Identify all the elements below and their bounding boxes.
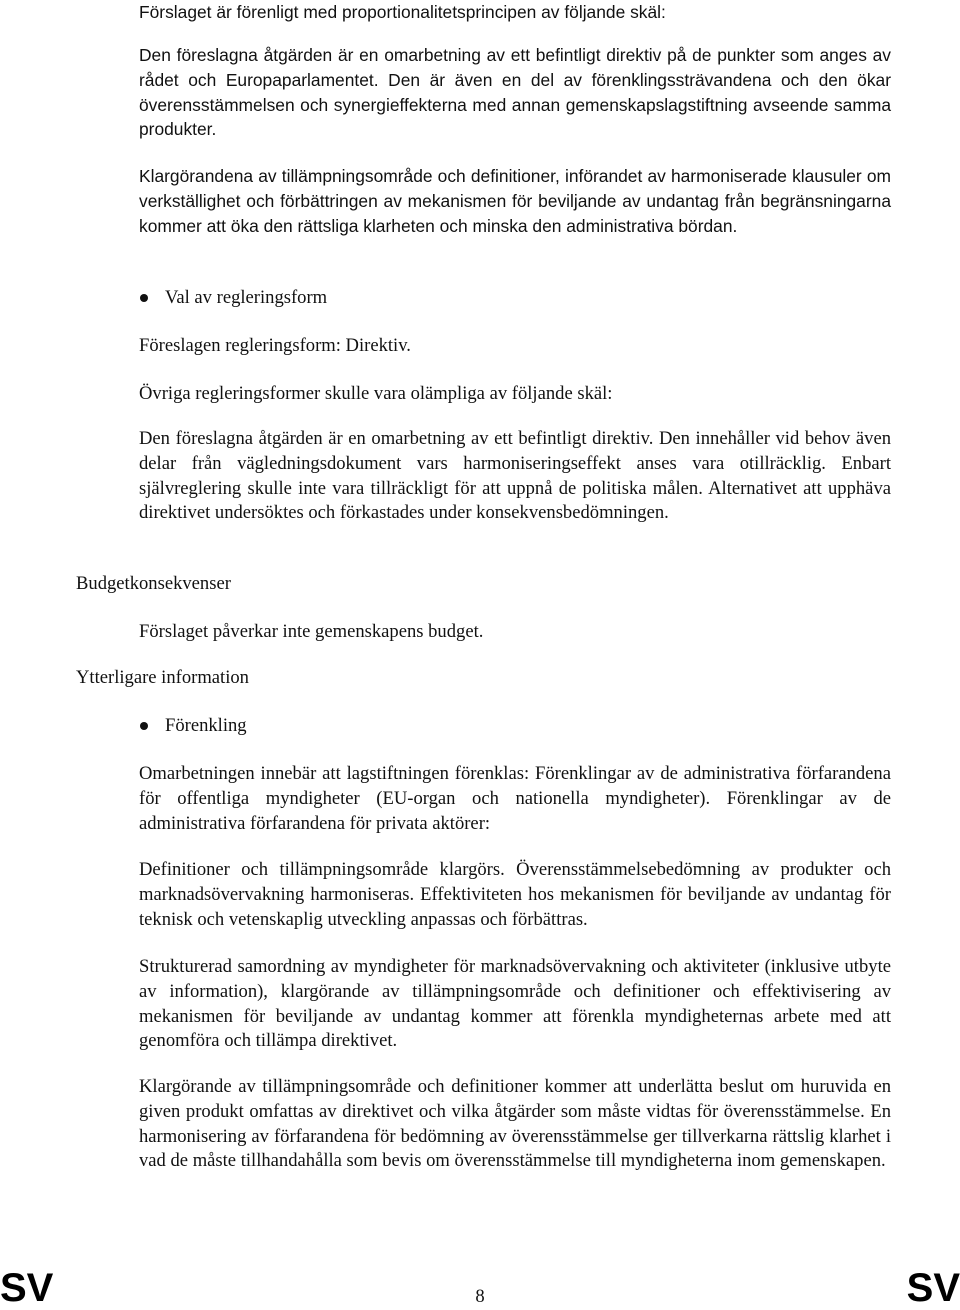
bullet-regulation-form <box>139 286 891 311</box>
budget-heading: Budgetkonsekvenser <box>76 573 231 594</box>
footer-language-code-right: SV <box>906 1266 960 1310</box>
bullet-regulation-form-label: Val av regleringsform <box>165 287 328 308</box>
clarification-paragraph: Klargörandena av tillämpningsområde och definitioner, införandet av harmoniserade klausuler om verkställighet och förbättringen av mekanismen för beviljande av undantag från begränsningarna kommer att öka den rättsliga klarheten och minska den administrativa bördan. <box>139 166 891 236</box>
simplification-paragraph-2: Definitioner och tillämpningsområde klargörs. Överensstämmelsebedömning av produkter och marknadsövervakning harmoniseras. Effektiviteten hos mekanismen för beviljande av undantag för teknisk och vetenskaplig utveckling anpassas och förbättras. <box>139 859 891 930</box>
bullet-icon <box>140 294 148 302</box>
bullet-icon <box>140 722 148 730</box>
simplification-paragraph-4: Klargörande av tillämpningsområde och definitioner kommer att underlätta beslut om huruvida en given produkt omfattas av direktivet och vilka åtgärder som måste vidtas för överensstämmelse. En harmonisering av förfarandena för bedömning av överensstämmelse ger tillverkarna rättslig klarhet i vad de måste tillhandahålla som bevis om överensstämmelse till myndigheterna inom gemenskapen. <box>139 1076 891 1172</box>
footer-language-code-left: SV <box>0 1266 54 1310</box>
recast-justification-paragraph: Den föreslagna åtgärden är en omarbetning av ett befintligt direktiv på de punkter som anges av rådet och Europaparlamentet. Den är även en del av förenklingssträvandena och den ökar överensstämmelsen och synergieffekterna med annan gemenskapslagstiftning avseende samma produkter. <box>139 45 891 140</box>
page-number: 8 <box>475 1286 485 1307</box>
budget-text: Förslaget påverkar inte gemenskapens budget. <box>139 621 484 642</box>
simplification-paragraph-1: Omarbetningen innebär att lagstiftningen förenklas: Förenklingar av de administrativa förfarandena för offentliga myndigheter (EU-organ och nationella myndigheter). Förenklingar av de administrativa förfarandena för privata aktörer: <box>139 763 891 834</box>
regulation-reasoning-paragraph: Den föreslagna åtgärden är en omarbetning av ett befintligt direktiv. Den innehåller vid behov även delar från vägledningsdokument vars harmoniseringseffekt anses vara otillräcklig. Enbart självreglering skulle inte vara tillräckligt för att uppnå de politiska målen. Alternativet att upphäva direktivet undersöktes och förkastades under konsekvensbedömningen. <box>139 428 891 524</box>
proposed-regulation-form: Föreslagen regleringsform: Direktiv. <box>139 335 411 356</box>
simplification-paragraph-3: Strukturerad samordning av myndigheter för marknadsövervakning och aktiviteter (inklusive utbyte av information), klargörande av tillämpningsområde och definitioner och effektivisering av mekanismen för beviljande av undantag kommer att förenkla myndigheternas arbete med att genomföra och tillämpa direktivet. <box>139 956 891 1052</box>
additional-info-heading: Ytterligare information <box>76 667 249 688</box>
other-regulation-forms: Övriga regleringsformer skulle vara olämpliga av följande skäl: <box>139 383 613 404</box>
bullet-simplification-label: Förenkling <box>165 715 247 736</box>
proportionality-intro: Förslaget är förenligt med proportionalitetsprincipen av följande skäl: <box>139 2 666 22</box>
bullet-simplification <box>139 714 891 739</box>
